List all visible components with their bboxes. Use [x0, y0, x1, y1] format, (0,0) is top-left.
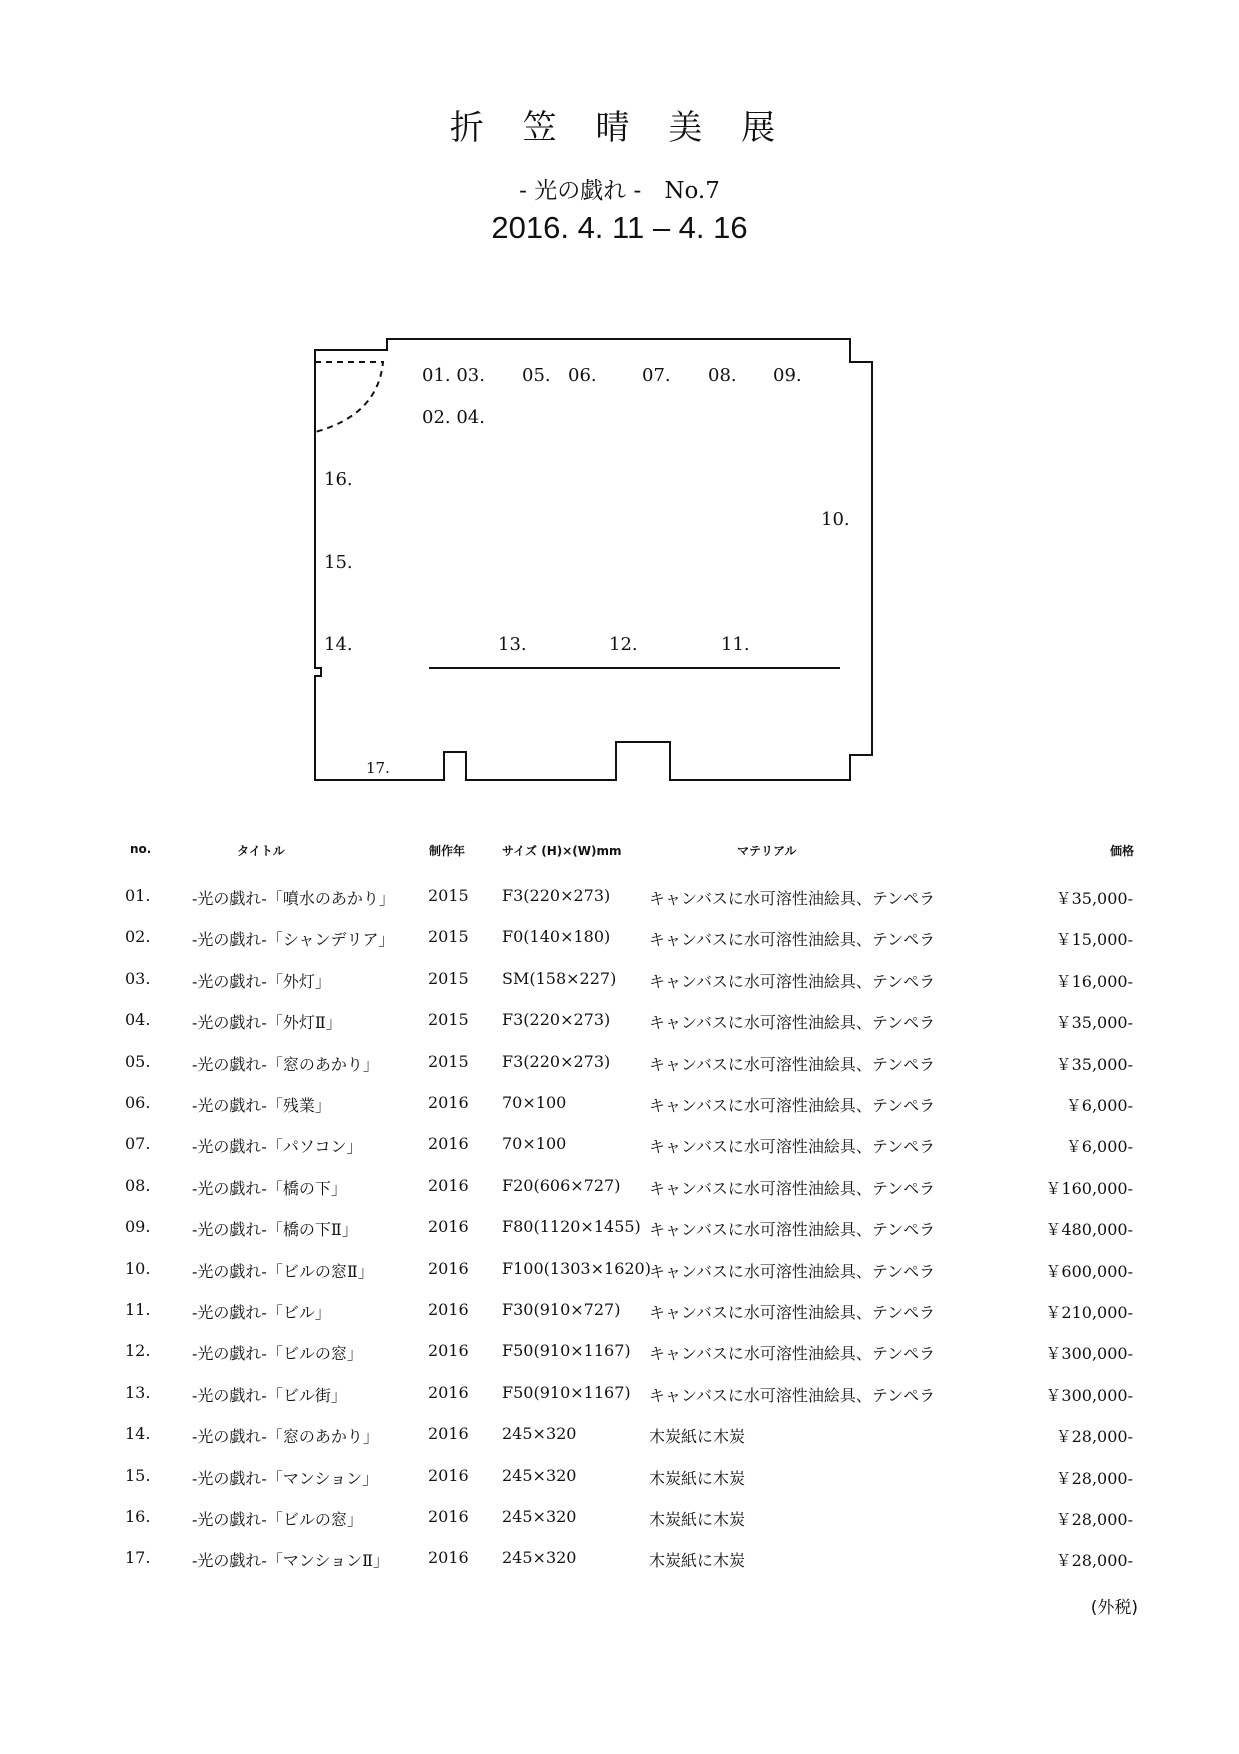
cell-title: -光の戯れ-「噴水のあかり」: [192, 889, 395, 908]
header-material: マテリアル: [737, 844, 797, 858]
plan-label: 16.: [324, 469, 353, 490]
table-row: [0, 1341, 1239, 1371]
cell-size: SM(158×227): [502, 968, 617, 988]
cell-no: 14.: [125, 1424, 151, 1444]
cell-year: 2016: [428, 1507, 469, 1526]
cell-price: ￥300,000-: [1045, 1385, 1133, 1405]
cell-material: キャンバスに水可溶性油絵具、テンペラ: [649, 1054, 936, 1074]
cell-price: ￥35,000-: [1055, 1054, 1133, 1074]
cell-title: -光の戯れ-「残業」: [192, 1096, 331, 1115]
cell-no: 08.: [125, 1175, 151, 1195]
cell-title: -光の戯れ-「窓のあかり」: [192, 1054, 379, 1074]
cell-year: 2015: [428, 1010, 469, 1030]
table-row: [0, 927, 1239, 957]
cell-price: ￥35,000-: [1055, 1013, 1133, 1033]
header-no: no.: [130, 842, 152, 856]
cell-material: キャンバスに水可溶性油絵具、テンペラ: [649, 971, 936, 991]
cell-year: 2016: [428, 1258, 469, 1278]
cell-price: ￥28,000-: [1055, 1551, 1133, 1571]
cell-price: ￥35,000-: [1055, 889, 1133, 908]
table-row: [0, 1093, 1239, 1123]
cell-size: 245×320: [502, 1465, 577, 1485]
cell-year: 2016: [428, 1300, 469, 1319]
floor-plan: [0, 0, 1239, 800]
cell-no: 06.: [125, 1093, 151, 1112]
plan-label: 15.: [324, 552, 353, 573]
cell-price: ￥300,000-: [1045, 1344, 1133, 1364]
plan-label: 09.: [773, 365, 802, 386]
table-row: [0, 1052, 1239, 1082]
cell-no: 09.: [125, 1217, 151, 1237]
cell-no: 02.: [125, 927, 151, 947]
floor-plan-walls: [315, 339, 872, 780]
cell-size: F80(1120×1455): [502, 1217, 641, 1237]
cell-no: 15.: [125, 1465, 151, 1485]
cell-price: ￥28,000-: [1055, 1427, 1133, 1447]
page-title: 折 笠 晴 美 展: [449, 108, 790, 148]
exhibition-subtitle: - 光の戯れ - No.7: [519, 178, 720, 204]
table-row: [0, 1176, 1239, 1206]
cell-price: ￥15,000-: [1055, 930, 1133, 950]
cell-title: -光の戯れ-「ビル」: [192, 1303, 331, 1322]
cell-year: 2016: [428, 1424, 469, 1444]
plan-label: 10.: [821, 509, 850, 530]
cell-title: -光の戯れ-「ビルの窓Ⅱ」: [192, 1261, 374, 1281]
cell-no: 11.: [125, 1300, 151, 1319]
table-row: [0, 1259, 1239, 1289]
header-year: 制作年: [429, 844, 466, 858]
cell-material: キャンバスに水可溶性油絵具、テンペラ: [649, 1096, 936, 1115]
table-row: [0, 969, 1239, 999]
header-price: 価格: [1109, 844, 1134, 858]
cell-no: 12.: [125, 1341, 151, 1361]
cell-year: 2015: [428, 886, 469, 905]
cell-no: 05.: [125, 1051, 151, 1071]
table-row: [0, 886, 1239, 916]
cell-size: 70×100: [502, 1093, 567, 1112]
cell-title: -光の戯れ-「マンション」: [192, 1468, 379, 1488]
cell-title: -光の戯れ-「シャンデリア」: [192, 930, 395, 950]
cell-material: 木炭紙に木炭: [649, 1427, 746, 1447]
cell-title: -光の戯れ-「橋の下」: [192, 1178, 347, 1198]
cell-size: F50(910×1167): [502, 1341, 631, 1361]
cell-title: -光の戯れ-「マンションⅡ」: [192, 1551, 389, 1571]
cell-year: 2016: [428, 1175, 469, 1195]
table-row: [0, 1548, 1239, 1578]
cell-material: キャンバスに水可溶性油絵具、テンペラ: [649, 889, 936, 908]
cell-no: 03.: [125, 968, 151, 988]
cell-material: キャンバスに水可溶性油絵具、テンペラ: [649, 1013, 936, 1033]
cell-year: 2016: [428, 1465, 469, 1485]
cell-material: キャンバスに水可溶性油絵具、テンペラ: [649, 1261, 936, 1281]
plan-label: 06.: [568, 365, 597, 386]
cell-price: ￥28,000-: [1055, 1468, 1133, 1488]
cell-material: キャンバスに水可溶性油絵具、テンペラ: [649, 1220, 936, 1240]
cell-size: F30(910×727): [502, 1300, 621, 1319]
cell-year: 2016: [428, 1217, 469, 1237]
plan-label: 02. 04.: [422, 407, 485, 428]
cell-no: 17.: [125, 1548, 151, 1568]
plan-label: 13.: [498, 634, 527, 655]
cell-title: -光の戯れ-「橋の下Ⅱ」: [192, 1220, 358, 1240]
table-row: [0, 1507, 1239, 1537]
cell-price: ￥16,000-: [1055, 971, 1133, 991]
cell-material: キャンバスに水可溶性油絵具、テンペラ: [649, 1178, 936, 1198]
table-row: [0, 1424, 1239, 1454]
plan-label: 01. 03.: [422, 365, 485, 386]
cell-material: 木炭紙に木炭: [649, 1468, 746, 1488]
cell-size: 245×320: [502, 1424, 577, 1444]
plan-label: 17.: [366, 759, 390, 777]
cell-size: F0(140×180): [502, 927, 611, 947]
tax-note: (外税): [1090, 1598, 1138, 1618]
cell-material: 木炭紙に木炭: [649, 1551, 746, 1571]
cell-material: キャンバスに水可溶性油絵具、テンペラ: [649, 1137, 936, 1157]
cell-title: -光の戯れ-「外灯Ⅱ」: [192, 1013, 342, 1033]
cell-size: F50(910×1167): [502, 1382, 631, 1402]
cell-material: キャンバスに水可溶性油絵具、テンペラ: [649, 1344, 936, 1364]
cell-no: 07.: [125, 1134, 151, 1154]
door-swing: [315, 362, 383, 432]
cell-year: 2015: [428, 968, 469, 988]
cell-title: -光の戯れ-「パソコン」: [192, 1137, 363, 1157]
cell-no: 01.: [125, 886, 151, 905]
table-row: [0, 1010, 1239, 1040]
cell-size: F3(220×273): [502, 1051, 611, 1071]
cell-price: ￥6,000-: [1065, 1137, 1133, 1157]
cell-size: F3(220×273): [502, 886, 611, 905]
cell-price: ￥210,000-: [1045, 1303, 1133, 1322]
plan-label: 12.: [609, 634, 638, 655]
table-row: [0, 1300, 1239, 1330]
cell-year: 2015: [428, 927, 469, 947]
cell-year: 2016: [428, 1382, 469, 1402]
cell-size: 245×320: [502, 1507, 577, 1526]
cell-size: 245×320: [502, 1548, 577, 1568]
cell-year: 2016: [428, 1548, 469, 1568]
cell-material: キャンバスに水可溶性油絵具、テンペラ: [649, 1385, 936, 1405]
cell-material: 木炭紙に木炭: [649, 1510, 746, 1529]
cell-no: 10.: [125, 1258, 151, 1278]
cell-size: F20(606×727): [502, 1175, 621, 1195]
cell-size: 70×100: [502, 1134, 567, 1154]
table-row: [0, 1134, 1239, 1164]
cell-size: F100(1303×1620): [502, 1258, 651, 1278]
cell-price: ￥480,000-: [1045, 1220, 1133, 1240]
plan-label: 07.: [642, 365, 671, 386]
exhibition-dates: 2016. 4. 11 – 4. 16: [491, 210, 748, 245]
cell-year: 2016: [428, 1134, 469, 1154]
plan-label: 14.: [324, 634, 353, 655]
plan-label: 05.: [522, 365, 551, 386]
cell-no: 16.: [125, 1507, 151, 1526]
cell-price: ￥160,000-: [1045, 1178, 1133, 1198]
cell-year: 2015: [428, 1051, 469, 1071]
cell-no: 04.: [125, 1010, 151, 1030]
cell-material: キャンバスに水可溶性油絵具、テンペラ: [649, 1303, 936, 1322]
cell-title: -光の戯れ-「窓のあかり」: [192, 1427, 379, 1447]
cell-title: -光の戯れ-「ビルの窓」: [192, 1344, 363, 1364]
cell-year: 2016: [428, 1341, 469, 1361]
header-size: サイズ (H)×(W)mm: [502, 844, 622, 858]
cell-price: ￥600,000-: [1045, 1261, 1133, 1281]
cell-title: -光の戯れ-「ビル街」: [192, 1385, 347, 1405]
cell-title: -光の戯れ-「ビルの窓」: [192, 1510, 363, 1529]
table-row: [0, 1383, 1239, 1413]
plan-label: 11.: [721, 634, 750, 655]
cell-price: ￥6,000-: [1065, 1096, 1133, 1115]
cell-material: キャンバスに水可溶性油絵具、テンペラ: [649, 930, 936, 950]
cell-price: ￥28,000-: [1055, 1510, 1133, 1529]
cell-size: F3(220×273): [502, 1010, 611, 1030]
cell-title: -光の戯れ-「外灯」: [192, 971, 331, 991]
cell-year: 2016: [428, 1093, 469, 1112]
plan-label: 08.: [708, 365, 737, 386]
table-row: [0, 1466, 1239, 1496]
cell-no: 13.: [125, 1382, 151, 1402]
header-title: タイトル: [237, 844, 285, 858]
table-row: [0, 1217, 1239, 1247]
